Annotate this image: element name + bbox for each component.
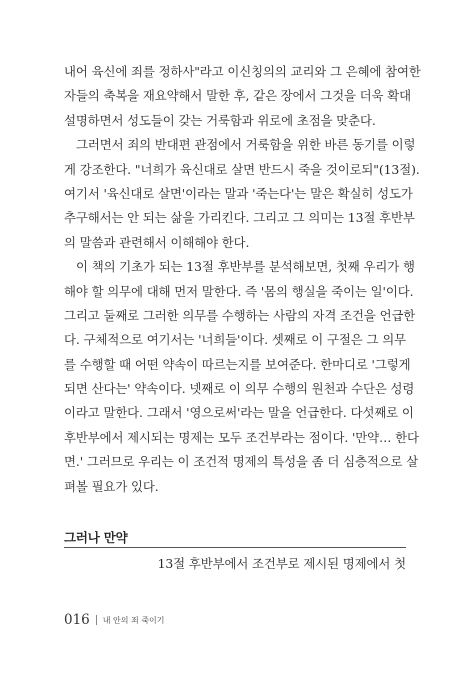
- body-line: 다. 구체적으로 여기서는 '너희들'이다. 셋째로 이 구절은 그 의무: [64, 332, 406, 348]
- heading-rule: [64, 547, 406, 548]
- body-line: 를 수행할 때 어떤 약속이 따르는지를 보여준다. 한마디로 '그렇게: [64, 356, 411, 372]
- body-line: 내어 육신에 죄를 정하사"라고 이신칭의의 교리와 그 은혜에 참여한: [64, 64, 421, 79]
- body-line: 후반부에서 제시되는 명제는 모두 조건부라는 점이다. '만약… 한다: [64, 429, 419, 445]
- body-text: [64, 60, 421, 499]
- body-line: 게 강조한다. "너희가 육신대로 살면 반드시 죽을 것이로되"(13절).: [64, 161, 420, 177]
- section-first-line: 13절 후반부에서 조건부로 제시된 명제에서 첫: [157, 556, 406, 571]
- body-line: 의 말씀과 관련해서 이해해야 한다.: [64, 234, 250, 250]
- body-line: 이 책의 기초가 되는 13절 후반부를 분석해보면, 첫째 우리가 행: [76, 259, 415, 275]
- footer-divider: [96, 615, 97, 625]
- body-line: 여기서 '육신대로 살면'이라는 말과 '죽는다'는 말은 확실히 성도가: [64, 185, 413, 201]
- body-line: 그리고 둘째로 그러한 의무를 수행하는 사람의 자격 조건을 언급한: [64, 307, 416, 323]
- body-line: 되면 산다는' 약속이다. 넷째로 이 의무 수행의 원천과 수단은 성령: [64, 381, 415, 397]
- page-number: 016: [64, 612, 90, 628]
- body-line: 자들의 축복을 재요약해서 말한 후, 같은 장에서 그것을 더욱 확대: [64, 88, 411, 104]
- running-title: 내 안의 죄 죽이기: [102, 615, 165, 625]
- section-heading: 그러나 만약: [64, 530, 128, 545]
- body-line: 그러면서 죄의 반대편 관점에서 거룩함을 위한 바른 동기를 이렇: [76, 137, 416, 153]
- body-line: 이라고 말한다. 그래서 '영으로써'라는 말을 언급한다. 다섯째로 이: [64, 405, 414, 421]
- body-line: 설명하면서 성도들이 갖는 거룩함과 위로에 초점을 맞춘다.: [64, 112, 376, 128]
- body-line: 추구해서는 안 되는 삶을 가리킨다. 그리고 그 의미는 13절 후반부: [64, 210, 415, 226]
- body-line: 면.' 그러므로 우리는 이 조건적 명제의 특성을 좀 더 심층적으로 살: [64, 454, 419, 470]
- body-line: 펴볼 필요가 있다.: [64, 478, 159, 494]
- body-line: 해야 할 의무에 대해 먼저 말한다. 즉 '몸의 행실을 죽이는 일'이다.: [64, 283, 414, 299]
- page-footer: [64, 612, 165, 628]
